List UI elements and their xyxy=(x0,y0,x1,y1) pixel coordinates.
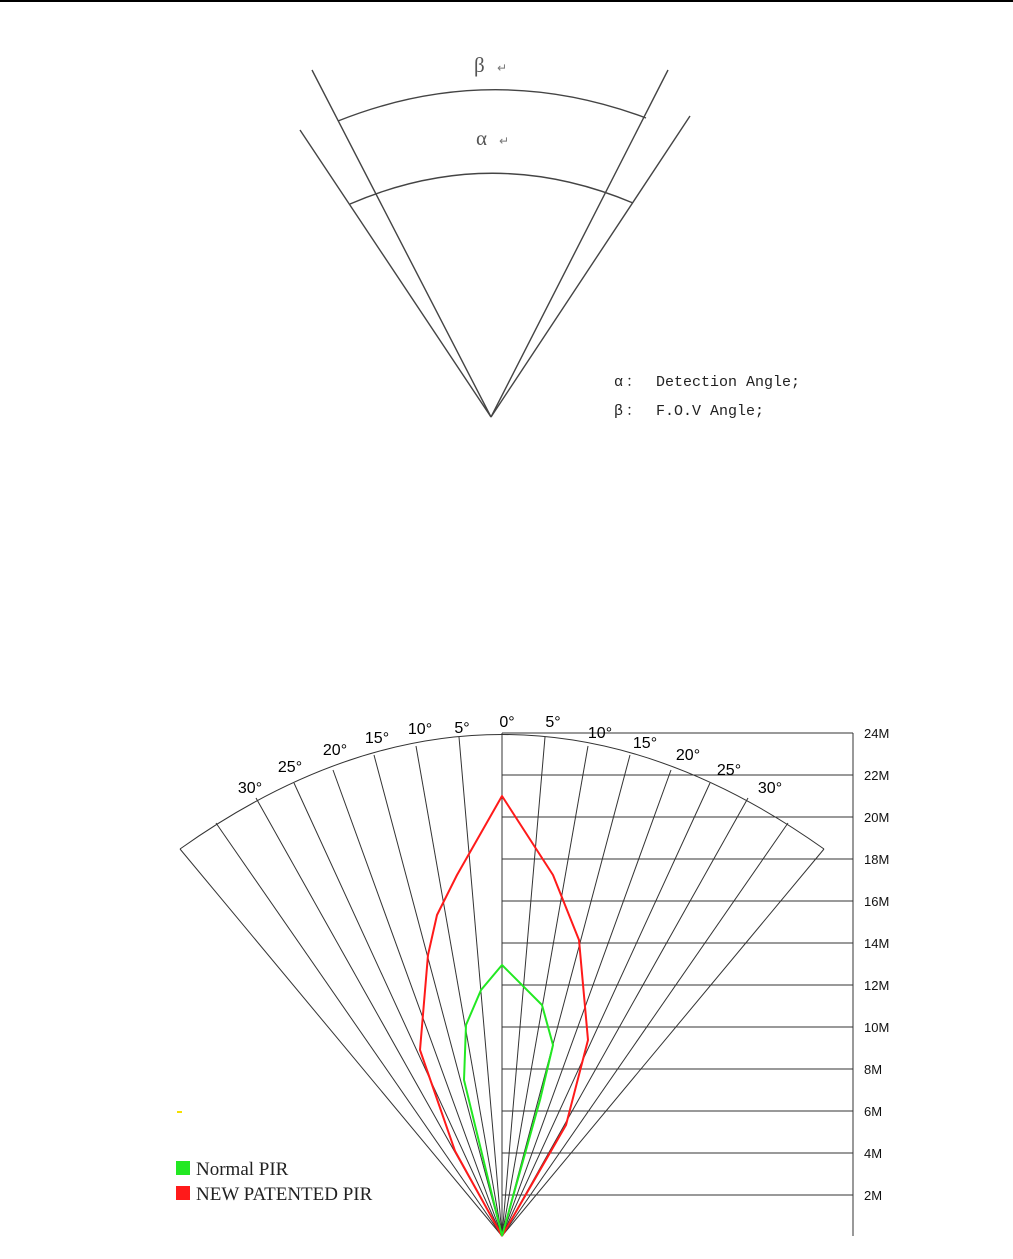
distance-label-8m: 8M xyxy=(864,1062,883,1077)
beta-return-mark: ↵ xyxy=(497,61,508,75)
beta-legend-separator: ： xyxy=(626,403,642,420)
alpha-arc xyxy=(350,173,633,204)
spoke-right-30 xyxy=(502,823,788,1236)
legend-swatch-normal-pir xyxy=(176,1161,190,1175)
alpha-legend-symbol: α xyxy=(614,374,624,391)
angle-label-left-15: 15° xyxy=(364,730,390,747)
detection-boundary-right xyxy=(491,116,690,417)
angle-label-center-0: 0° xyxy=(499,714,515,731)
angle-label-left-30: 30° xyxy=(237,780,263,797)
spoke-left-18 xyxy=(374,755,502,1236)
angle-label-right-5: 5° xyxy=(545,714,561,731)
angle-label-right-10: 10° xyxy=(587,725,613,742)
angle-diagram xyxy=(300,70,690,417)
distance-label-14m: 14M xyxy=(864,936,890,951)
stray-yellow-mark xyxy=(177,1111,182,1113)
distance-label-4m: 4M xyxy=(864,1146,883,1161)
detection-range-chart xyxy=(176,714,889,1236)
distance-label-10m: 10M xyxy=(864,1020,890,1035)
beta-symbol: β xyxy=(474,53,485,77)
detection-boundary-left xyxy=(300,130,491,417)
legend-label-normal-pir: Normal PIR xyxy=(196,1159,289,1180)
angle-label-left-10: 10° xyxy=(407,721,433,738)
angle-label-right-20: 20° xyxy=(675,747,701,764)
alpha-legend-separator: ： xyxy=(626,374,642,391)
beta-legend-text: F.O.V Angle; xyxy=(656,403,765,420)
distance-label-20m: 20M xyxy=(864,810,890,825)
distance-label-12m: 12M xyxy=(864,978,890,993)
spoke-left-6 xyxy=(459,737,502,1236)
alpha-return-mark: ↵ xyxy=(499,134,510,148)
legend-swatch-new-patented-pir xyxy=(176,1186,190,1200)
beta-arc xyxy=(338,90,646,121)
distance-label-2m: 2M xyxy=(864,1188,883,1203)
distance-label-24m: 24M xyxy=(864,726,890,741)
angle-label-left-25: 25° xyxy=(277,759,303,776)
alpha-symbol: α xyxy=(476,126,488,150)
distance-label-6m: 6M xyxy=(864,1104,883,1119)
angle-label-left-5: 5° xyxy=(454,720,470,737)
beta-legend-symbol: β xyxy=(614,403,624,420)
spoke-right-24 xyxy=(502,783,710,1236)
spoke-right-21 xyxy=(502,770,671,1236)
angle-legend xyxy=(614,374,800,420)
distance-label-16m: 16M xyxy=(864,894,890,909)
fov-boundary-right xyxy=(491,70,668,417)
distance-label-22m: 22M xyxy=(864,768,890,783)
legend-label-new-patented-pir: NEW PATENTED PIR xyxy=(196,1184,373,1205)
angle-label-right-15: 15° xyxy=(632,735,658,752)
distance-label-18m: 18M xyxy=(864,852,890,867)
alpha-legend-text: Detection Angle; xyxy=(656,374,801,391)
new-patented-pir-envelope xyxy=(420,796,588,1236)
fov-boundary-left xyxy=(312,70,491,417)
angle-label-right-30: 30° xyxy=(757,780,783,797)
angle-label-left-20: 20° xyxy=(322,742,348,759)
fan-edge-right xyxy=(502,849,824,1236)
angle-label-right-25: 25° xyxy=(716,762,742,779)
